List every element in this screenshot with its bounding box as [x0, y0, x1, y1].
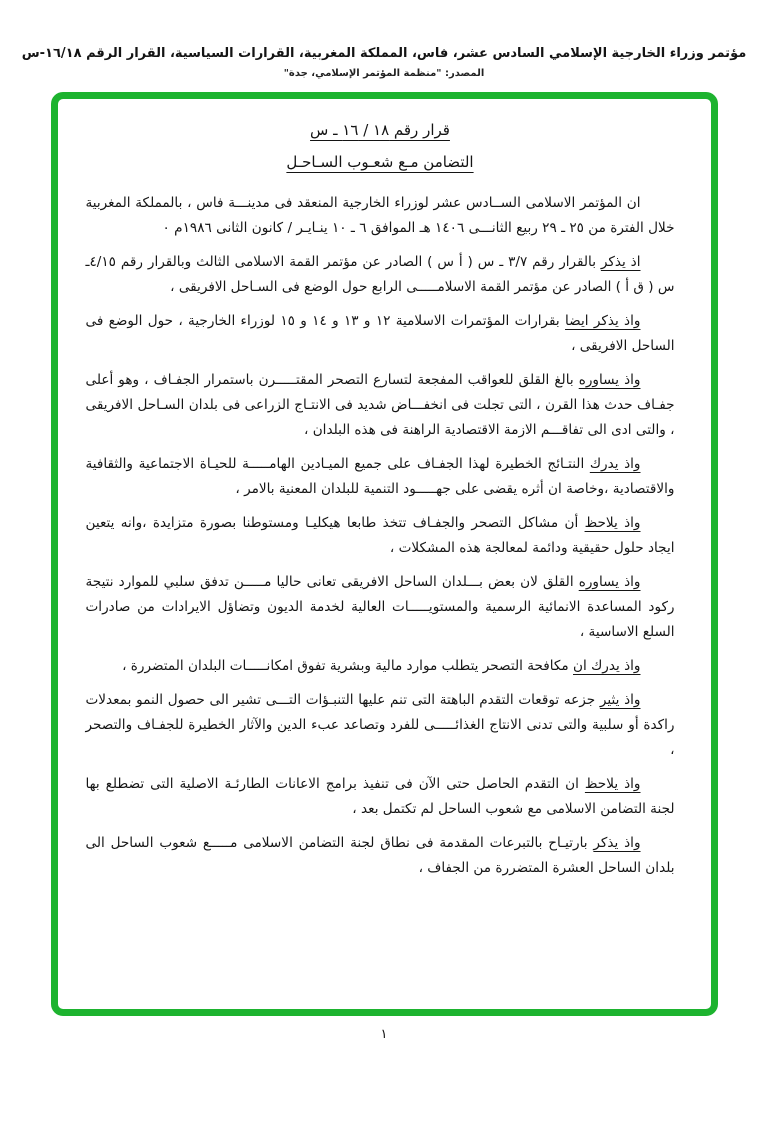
paragraph-lead: واذ يساوره — [578, 574, 641, 590]
paragraph-text: بقرارات المؤتمرات الاسلامية ١٢ و ١٣ و ١٤ و ١٥ لوزراء الخارجية ، حول الوضع فى الساحل الافريقى ، — [85, 313, 675, 354]
paragraph — [86, 511, 675, 561]
paragraph-text: النتـائج الخطيرة لهذا الجفـاف على جميع الميـادين الهامـــــة للحيـاة الاجتماعية والثقافية والاقتصادية ،وخاصة ان أثره يقضى على جهـــــود التنمية للبلدان المعنية بالامر ، — [85, 456, 675, 497]
paragraph-lead: واذ يلاحظ — [584, 515, 641, 531]
paragraph — [86, 452, 675, 502]
paragraph — [86, 309, 675, 359]
resolution-subject-title: التضامن مـع شعـوب السـاحـل — [286, 153, 474, 171]
paragraph — [86, 191, 675, 241]
paragraph-text: ان التقدم الحاصل حتى الآن فى تنفيذ برامج الاعانات الطارئـة الاصلية التى تضطلع بها لجنة التضامن الاسلامى مع شعوب الساحل لم تكتمل بعد ، — [85, 776, 675, 817]
paragraph — [86, 570, 675, 645]
paragraph — [86, 772, 675, 822]
paragraph-lead: واذ يدرك — [589, 456, 641, 472]
paragraph-text: مكافحة التصحر يتطلب موارد مالية وبشرية تفوق امكانـــــات البلدان المتضررة ، — [122, 658, 574, 674]
paragraph-lead: واذ يلاحظ — [584, 776, 641, 792]
paragraph-text: جزعه توقعات التقدم الباهتة التى تنم عليها التنبـؤات التـــى تشير الى حصول النمو بمعدلات راكدة أو سلبية والتى تدنى الانتاج الغذائـــــى للفرد وتصاعد عبء الدين والآثار الخطيرة للجفـاف والتصحر ، — [85, 692, 675, 758]
paragraph-text: بالقرار رقم ٣/٧ ـ س ( أ س ) الصادر عن مؤتمر القمة الاسلامى الثالث وبالقرار رقم ٤/١٥ـ س ( ق أ ) الصادر عن مؤتمر القمة الاسلامـــــى الرابع حول الوضع فى السـاحل الافريقى ، — [85, 254, 675, 295]
paragraph-lead: واذ يذكر — [593, 835, 641, 851]
document-source-line: المصدر: "منظمة المؤتمر الإسلامي، جدة" — [283, 68, 485, 79]
paragraph — [86, 654, 675, 679]
paragraph-list — [86, 191, 675, 881]
paragraph — [86, 688, 675, 763]
paragraph-lead: واذ يدرك ان — [573, 658, 641, 674]
paragraph — [86, 831, 675, 881]
paragraph — [86, 250, 675, 300]
green-frame — [51, 92, 718, 1016]
paragraph-lead: اذ يذكر — [600, 254, 641, 270]
paragraph-text: بالغ القلق للعواقب المفجعة لتسارع التصحر المقتـــــرن باستمرار الجفـاف ، وهو أعلى جفـاف حدث هذا القرن ، التى تجلت فى انخفـــاض شديد فى الانتـاج الزراعى فى بلدان السـاحل الافريقى ، والتى ادى الى تفاقـــم الازمة الاقتصادية الراهنة فى هذه البلدان ، — [85, 372, 675, 438]
paragraph-text: أن مشاكل التصحر والجفـاف تتخذ طابعا هيكليـا ومستوطنا بصورة متزايدة ،وانه يتعين ايجاد حلول حقيقية ودائمة لمعالجة هذه المشكلات ، — [85, 515, 675, 556]
paragraph-lead: واذ يثير — [599, 692, 641, 708]
paragraph-lead: واذ يساوره — [578, 372, 641, 388]
paragraph-text: ان المؤتمر الاسلامى الســادس عشر لوزراء الخارجية المنعقد فى مدينـــة فاس ، بالمملكة المغربية خلال الفترة من ٢٥ ـ ٢٩ ربيع الثانـــى ١٤٠٦ هـ الموافق ٦ ـ ١٠ ينـايـر / كانون الثانى ١٩٨٦م ٠ — [85, 195, 675, 236]
paragraph-text: بارتيـاح بالتبرعات المقدمة فى نطاق لجنة التضامن الاسلامى مـــــع شعوب الساحل الى بلدان الساحل العشرة المتضررة من الجفاف ، — [85, 835, 675, 876]
page-number: ١ — [380, 1027, 388, 1042]
paragraph-text: القلق لان بعض بـــلدان الساحل الافريقى تعانى حاليا مـــــن تدفق سلبي للموارد نتيجة ركود المساعدة الانمائية الرسمية والمستويـــــات العالية لخدمة الديون وتضاؤل الايرادات من صادرات السلع الاساسية ، — [85, 574, 675, 640]
document-header-title: مؤتمر وزراء الخارجية الإسلامي السادس عشر، فاس، المملكة المغربية، القرارات السياسية، القرار الرقم ١٦/١٨-س — [21, 46, 747, 61]
paragraph-lead: واذ يذكر ايضا — [565, 313, 641, 329]
paragraph — [86, 368, 675, 443]
resolution-number-title: قرار رقم ١٨ / ١٦ ـ س — [310, 121, 450, 139]
